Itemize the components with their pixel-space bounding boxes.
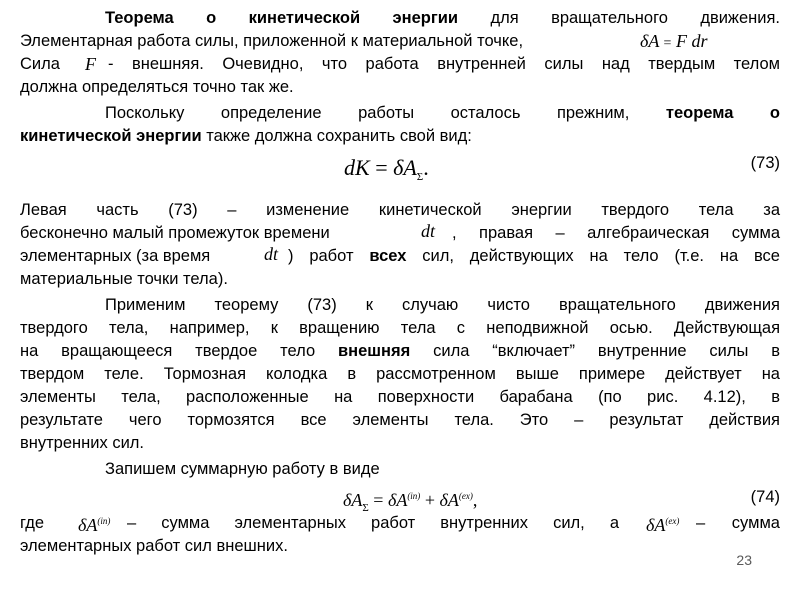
para3-line3b: ) работ всех сил, действующих на тело (т.е. на все (288, 247, 780, 265)
para6-line2: элементарных работ сил внешних. (20, 537, 288, 555)
para3-line1: Левая часть (73) – изменение кинетической энергии твердого тела за (20, 201, 780, 219)
equation-73: dK = $\delta A_\Sigma$. (344, 155, 429, 183)
para2-line1: Поскольку определение работы осталось прежним, теорема о (105, 104, 780, 122)
theorem-title: Теорема о кинетической энергии (105, 9, 459, 27)
para4-line7: внутренних сил. (20, 434, 144, 452)
para5-line1: Запишем суммарную работу в виде (105, 460, 380, 478)
para4-line1: Применим теорему (73) к случаю чисто вращательного движения (105, 296, 780, 314)
para4-line2: твердого тела, например, к вращению тела с неподвижной осью. Действующая (20, 319, 780, 337)
page-number: 23 (736, 552, 752, 568)
equation-74: $\delta A_\Sigma = \delta A^{(in)} + \delta A^{(ex)}$, (343, 490, 478, 514)
para4-line5: элементы тела, расположенные на поверхности барабана (по рис. 4.12), в (20, 388, 780, 406)
para3-line4: материальные точки тела). (20, 270, 228, 288)
para6-line1a: где (20, 514, 45, 532)
para6-line1b: – сумма элементарных работ внутренних сил, а (127, 514, 619, 532)
para1-line4: должна определяться точно так же. (20, 78, 294, 96)
para4-line3: на вращающееся твердое тело внешняя сила “включает” внутренние силы в (20, 342, 781, 360)
formula-work: δA = F dr (640, 31, 708, 51)
symbol-dA-ex: $\delta A^{(ex)}$ (646, 515, 680, 535)
para6-line1c: – сумма (696, 514, 780, 532)
para1-line1: Теорема о кинетической энергии для вращательного движения. (105, 9, 780, 27)
para3-line2b: , правая – алгебраическая сумма (452, 224, 780, 242)
symbol-dA-in: $\delta A^{(in)}$ (78, 515, 111, 535)
para3-line2a: бесконечно малый промежуток времени (20, 224, 330, 242)
equation-number-73: (73) (750, 154, 780, 172)
para1-line2: Элементарная работа силы, приложенной к материальной точке, (20, 32, 524, 50)
equation-number-74: (74) (750, 488, 780, 506)
symbol-F: F (85, 54, 96, 74)
symbol-dt-2: dt (264, 244, 279, 264)
para4-line6: результате чего тормозятся все элементы тела. Это – результат действия (20, 411, 780, 429)
symbol-dt: dt (421, 221, 436, 241)
para4-line4: твердом теле. Тормозная колодка в рассмотренном выше примере действует на (20, 365, 780, 383)
para1-line3b: - внешняя. Очевидно, что работа внутренней силы над твердым телом (108, 55, 780, 73)
para3-line3a: элементарных (за время (20, 247, 211, 265)
para1-line3: Сила (20, 55, 60, 73)
para2-line2: кинетической энергии также должна сохранить свой вид: (20, 127, 472, 145)
